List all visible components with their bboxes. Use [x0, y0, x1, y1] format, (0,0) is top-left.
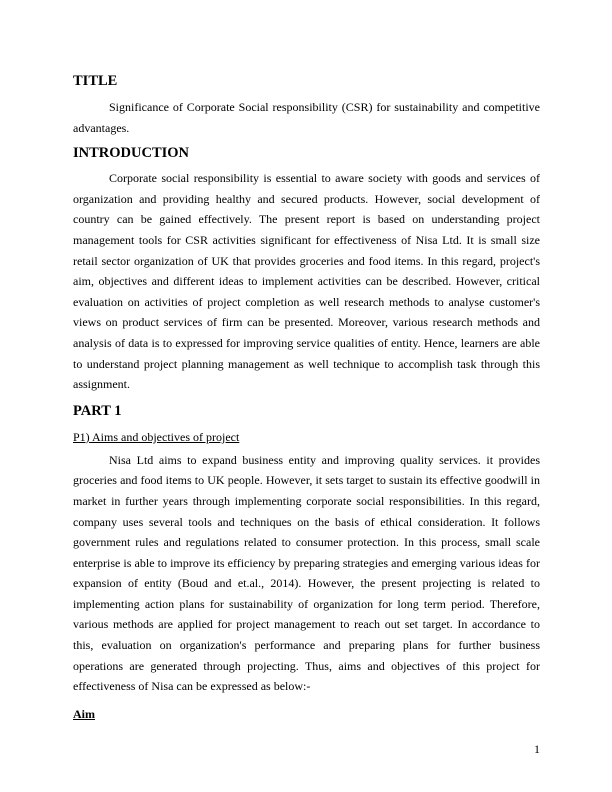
page-content: [73, 71, 540, 724]
p1-paragraph: Nisa Ltd aims to expand business entity and improving quality services. it provides groceries and food items to UK people. However, it sets target to sustain its effective goodwill in market in further years through implementing corporate social responsibilities. In this regard, company uses several tools and techniques on the basis of ethical consideration. It follows government rules and regulations related to consumer protection. In this process, small scale enterprise is able to improve its efficiency by preparing strategies and emerging various ideas for expansion of entity (Boud and et.al., 2014). However, the present projecting is related to implementing action plans for sustainability of organization for long term period. Therefore, various methods are applied for project management to reach out set target. In accordance to this, evaluation on organization's performance and preparing plans for further business operations are generated through projecting. Thus, aims and objectives of this project for effectiveness of Nisa can be expressed as below:-: [73, 452, 540, 694]
title-paragraph: Significance of Corporate Social responsibility (CSR) for sustainability and competitive advantages.: [73, 100, 540, 135]
title-heading: TITLE: [73, 73, 118, 89]
introduction-paragraph: Corporate social responsibility is essential to aware society with goods and services of organization and providing healthy and secured products. However, social development of country can be gained effectively. The present report is based on understanding project management tools for CSR activities significant for effectiveness of Nisa Ltd. It is small size retail sector organization of UK that provides groceries and food items. In this regard, project's aim, objectives and different ideas to implement activities can be described. However, critical evaluation on activities of project completion as well research methods to analyse customer's views on product services of firm can be presented. Moreover, various research methods and analysis of data is to expressed for improving service qualities of entity. Hence, learners are able to understand project planning management as well technique to accomplish task through this assignment.: [73, 171, 540, 392]
p1-aims-subheading: P1) Aims and objectives of project: [73, 429, 240, 444]
part1-heading: PART 1: [73, 402, 122, 419]
page-number: 1: [534, 742, 540, 756]
aim-label: Aim: [73, 706, 95, 721]
introduction-heading: INTRODUCTION: [73, 145, 190, 162]
